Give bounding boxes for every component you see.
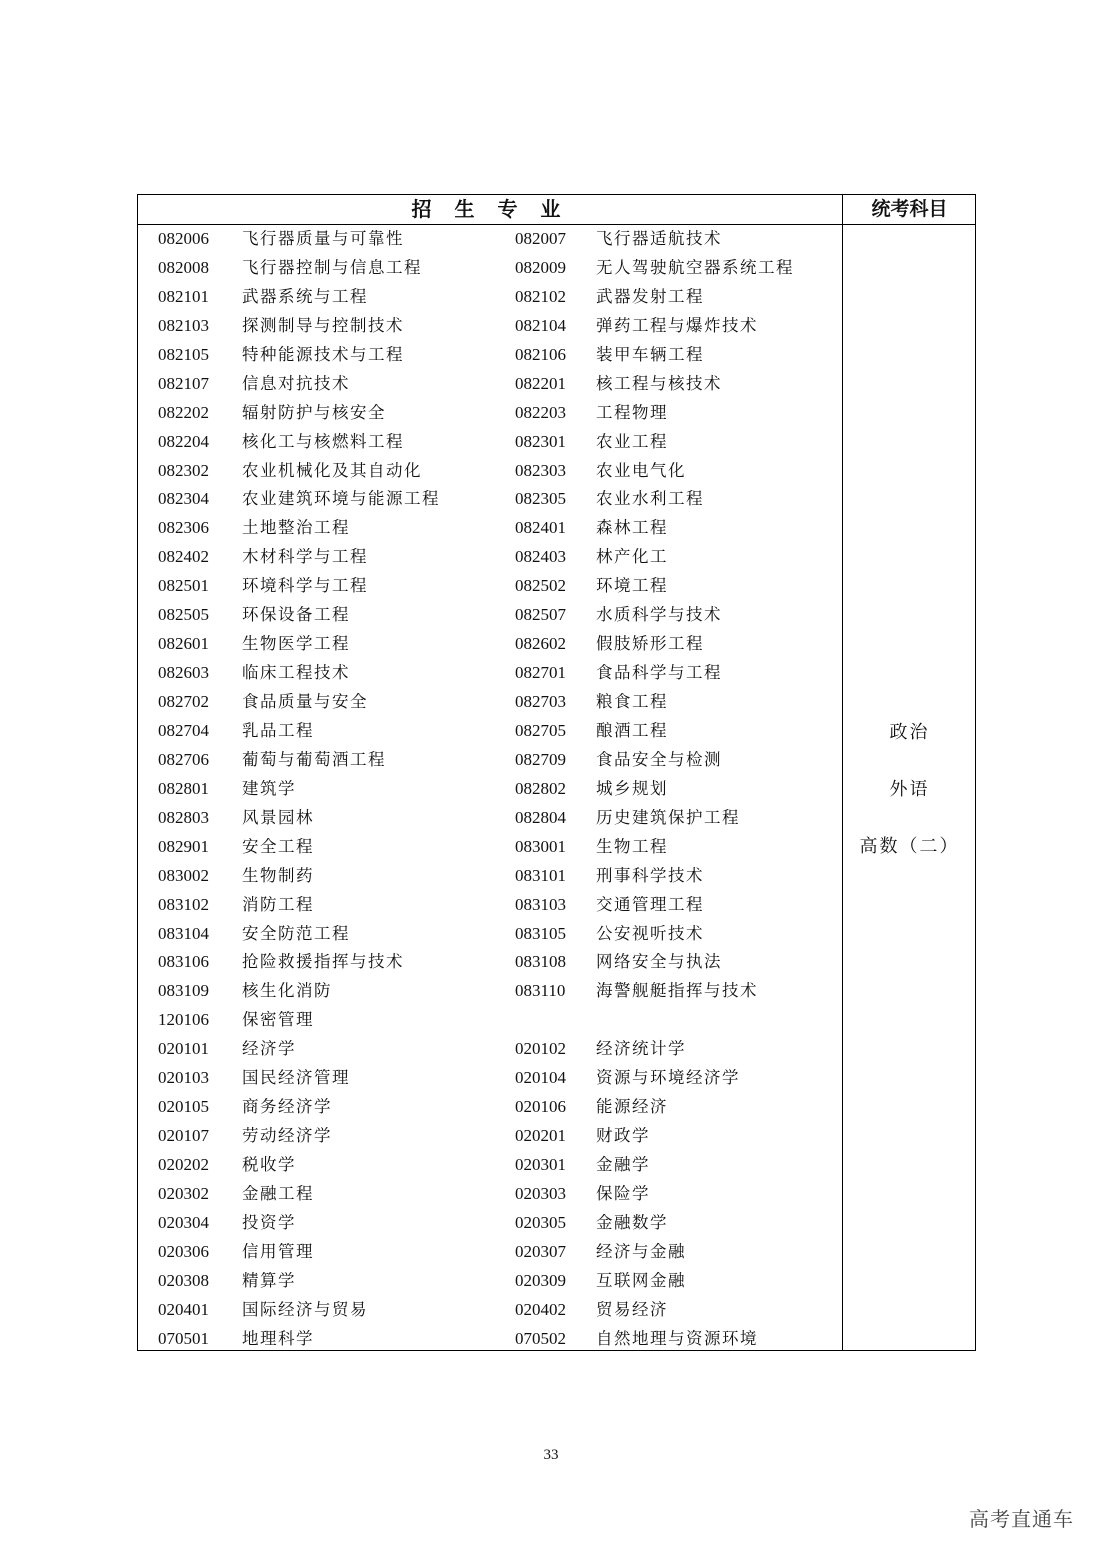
major-code: 070502: [515, 1328, 566, 1348]
major-code: 020303: [515, 1183, 566, 1203]
table-row: [138, 948, 842, 977]
major-name: 土地整治工程: [242, 518, 350, 538]
major-name: 特种能源技术与工程: [242, 344, 404, 364]
major-code: 082702: [158, 692, 209, 711]
major-name: 飞行器适航技术: [596, 229, 722, 248]
major-code: 082804: [515, 807, 566, 827]
major-name: 网络安全与执法: [596, 952, 722, 972]
table-row: [138, 804, 842, 833]
major-name: 贸易经济: [596, 1299, 668, 1319]
table-row: [138, 862, 842, 891]
major-name: 假肢矫形工程: [596, 634, 704, 654]
major-name: 公安视听技术: [596, 923, 704, 943]
major-code: 082202: [158, 402, 209, 422]
major-code: 082305: [515, 489, 566, 509]
major-code: 082101: [158, 286, 209, 306]
major-name: 武器发射工程: [596, 286, 704, 306]
table-row: [138, 341, 842, 370]
major-name: 无人驾驶航空器系统工程: [596, 257, 794, 277]
major-name: 自然地理与资源环境: [596, 1328, 758, 1348]
major-code: 082301: [515, 431, 566, 451]
major-code: 082203: [515, 402, 566, 422]
major-name: 核生化消防: [242, 981, 332, 1001]
major-name: 精算学: [242, 1270, 296, 1290]
major-name: 历史建筑保护工程: [596, 807, 740, 827]
major-code: 083109: [158, 981, 209, 1001]
major-code: 082801: [158, 778, 209, 798]
table-row: [138, 543, 842, 572]
major-name: 税收学: [242, 1155, 296, 1174]
major-code: 082802: [515, 778, 566, 798]
table-row: [138, 370, 842, 399]
major-code: 082201: [515, 373, 566, 393]
major-code: 083001: [515, 836, 566, 856]
major-code: 082103: [158, 315, 209, 335]
major-name: 经济统计学: [596, 1039, 686, 1059]
major-code: 020308: [158, 1270, 209, 1290]
exam-subject-math-2: 高数（二）: [859, 836, 960, 857]
major-code: 082507: [515, 605, 566, 625]
major-name: 环保设备工程: [242, 605, 350, 625]
major-name: 森林工程: [596, 518, 668, 538]
exam-subject-politics: 政治: [889, 722, 930, 743]
major-code: 083108: [515, 952, 566, 972]
major-code: 020103: [158, 1068, 209, 1088]
major-code: 020104: [515, 1068, 566, 1088]
major-code: 020309: [515, 1270, 566, 1290]
major-name: 信息对抗技术: [242, 373, 350, 393]
table-header: [138, 195, 975, 225]
major-name: 经济学: [242, 1039, 296, 1059]
major-code: 082402: [158, 547, 209, 567]
majors-column-header: 招 生 专 业: [411, 197, 569, 221]
major-name: 地理科学: [242, 1328, 314, 1348]
major-name: 互联网金融: [596, 1270, 686, 1290]
table-row: [138, 688, 842, 717]
table-row: [138, 225, 842, 254]
major-code: 082505: [158, 605, 209, 625]
major-name: 粮食工程: [596, 692, 668, 711]
major-name: 水质科学与技术: [596, 605, 722, 625]
major-name: 农业电气化: [596, 460, 686, 480]
major-code: 082704: [158, 720, 209, 740]
column-divider: [842, 195, 843, 1350]
major-code: 083103: [515, 894, 566, 914]
major-code: 082007: [515, 229, 566, 248]
major-code: 082304: [158, 489, 209, 509]
major-code: 020102: [515, 1039, 566, 1059]
major-code: 082709: [515, 749, 566, 769]
major-code: 120106: [158, 1010, 209, 1030]
major-name: 保密管理: [242, 1010, 314, 1030]
major-code: 083105: [515, 923, 566, 943]
major-name: 葡萄与葡萄酒工程: [242, 749, 386, 769]
table-row: [138, 428, 842, 457]
major-name: 国际经济与贸易: [242, 1299, 368, 1319]
major-name: 风景园林: [242, 807, 314, 827]
major-code: 082803: [158, 807, 209, 827]
table-row: [138, 1035, 842, 1064]
major-code: 082107: [158, 373, 209, 393]
major-name: 食品科学与工程: [596, 663, 722, 683]
major-code: 082303: [515, 460, 566, 480]
major-code: 083110: [515, 981, 566, 1001]
major-name: 能源经济: [596, 1097, 668, 1117]
table-row: [138, 977, 842, 1006]
table-row: [138, 1238, 842, 1267]
major-name: 生物制药: [242, 865, 314, 885]
table-row: [138, 920, 842, 949]
major-name: 工程物理: [596, 402, 668, 422]
major-name: 核工程与核技术: [596, 373, 722, 393]
major-name: 木材科学与工程: [242, 547, 368, 567]
major-code: 082302: [158, 460, 209, 480]
table-row: [138, 630, 842, 659]
major-code: 082403: [515, 547, 566, 567]
majors-list: [138, 225, 842, 1354]
table-row: [138, 1267, 842, 1296]
major-code: 020305: [515, 1212, 566, 1232]
major-code: 082105: [158, 344, 209, 364]
major-name: 辐射防护与核安全: [242, 402, 386, 422]
major-name: 交通管理工程: [596, 894, 704, 914]
major-name: 食品安全与检测: [596, 749, 722, 769]
major-code: 082601: [158, 634, 209, 654]
major-name: 农业机械化及其自动化: [242, 460, 422, 480]
table-row: [138, 1064, 842, 1093]
major-name: 飞行器质量与可靠性: [242, 229, 404, 248]
table-row: [138, 1296, 842, 1325]
major-code: 082008: [158, 257, 209, 277]
major-code: 082204: [158, 431, 209, 451]
major-name: 商务经济学: [242, 1097, 332, 1117]
major-code: 082006: [158, 229, 209, 248]
major-code: 082306: [158, 518, 209, 538]
table-row: [138, 485, 842, 514]
major-name: 信用管理: [242, 1241, 314, 1261]
table-row: [138, 1122, 842, 1151]
major-code: 020307: [515, 1241, 566, 1261]
watermark: 高考直通车: [969, 1507, 1074, 1531]
major-name: 劳动经济学: [242, 1126, 332, 1146]
table-row: [138, 283, 842, 312]
major-name: 安全工程: [242, 836, 314, 856]
table-row: [138, 1180, 842, 1209]
major-code: 082705: [515, 720, 566, 740]
table-row: [138, 1151, 842, 1180]
major-code: 020304: [158, 1212, 209, 1232]
major-code: 020106: [515, 1097, 566, 1117]
major-name: 刑事科学技术: [596, 865, 704, 885]
major-name: 装甲车辆工程: [596, 344, 704, 364]
major-name: 环境科学与工程: [242, 576, 368, 596]
major-name: 弹药工程与爆炸技术: [596, 315, 758, 335]
majors-table: [137, 194, 976, 1351]
major-name: 林产化工: [596, 547, 668, 567]
major-name: 抢险救援指挥与技术: [242, 952, 404, 972]
major-name: 经济与金融: [596, 1241, 686, 1261]
major-code: 082901: [158, 836, 209, 856]
major-name: 乳品工程: [242, 720, 314, 740]
table-row: [138, 833, 842, 862]
major-code: 020401: [158, 1299, 209, 1319]
table-row: [138, 659, 842, 688]
major-code: 082701: [515, 663, 566, 683]
major-code: 082706: [158, 749, 209, 769]
major-name: 金融数学: [596, 1212, 668, 1232]
major-code: 020301: [515, 1155, 566, 1174]
major-name: 探测制导与控制技术: [242, 315, 404, 335]
major-code: 020101: [158, 1039, 209, 1059]
major-name: 酿酒工程: [596, 720, 668, 740]
major-name: 农业建筑环境与能源工程: [242, 489, 440, 509]
major-code: 082602: [515, 634, 566, 654]
table-row: [138, 1006, 842, 1035]
major-code: 083101: [515, 865, 566, 885]
table-row: [138, 399, 842, 428]
table-row: [138, 457, 842, 486]
table-row: [138, 775, 842, 804]
table-row: [138, 601, 842, 630]
major-code: 082102: [515, 286, 566, 306]
table-row: [138, 312, 842, 341]
table-row: [138, 254, 842, 283]
major-name: 农业水利工程: [596, 489, 704, 509]
table-row: [138, 891, 842, 920]
major-code: 020105: [158, 1097, 209, 1117]
major-name: 金融学: [596, 1155, 650, 1174]
major-code: 020306: [158, 1241, 209, 1261]
exam-subject-foreign-language: 外语: [889, 779, 930, 800]
major-code: 083002: [158, 865, 209, 885]
major-name: 国民经济管理: [242, 1068, 350, 1088]
major-name: 消防工程: [242, 894, 314, 914]
major-name: 武器系统与工程: [242, 286, 368, 306]
table-row: [138, 514, 842, 543]
major-code: 070501: [158, 1328, 209, 1348]
major-code: 083102: [158, 894, 209, 914]
major-code: 020202: [158, 1155, 209, 1174]
major-name: 资源与环境经济学: [596, 1068, 740, 1088]
table-row: [138, 746, 842, 775]
major-name: 保险学: [596, 1183, 650, 1203]
major-name: 农业工程: [596, 431, 668, 451]
table-row: [138, 717, 842, 746]
major-code: 020402: [515, 1299, 566, 1319]
major-name: 环境工程: [596, 576, 668, 596]
major-name: 建筑学: [242, 778, 296, 798]
major-name: 城乡规划: [596, 778, 668, 798]
major-name: 安全防范工程: [242, 923, 350, 943]
table-row: [138, 1325, 842, 1354]
major-code: 082106: [515, 344, 566, 364]
table-row: [138, 1209, 842, 1238]
major-name: 金融工程: [242, 1183, 314, 1203]
major-name: 临床工程技术: [242, 663, 350, 683]
major-name: 食品质量与安全: [242, 692, 368, 711]
major-code: 020201: [515, 1126, 566, 1146]
major-name: 生物医学工程: [242, 634, 350, 654]
major-name: 核化工与核燃料工程: [242, 431, 404, 451]
major-code: 082104: [515, 315, 566, 335]
major-code: 082502: [515, 576, 566, 596]
major-code: 020107: [158, 1126, 209, 1146]
major-code: 082603: [158, 663, 209, 683]
major-name: 财政学: [596, 1126, 650, 1146]
major-name: 投资学: [242, 1212, 296, 1232]
major-name: 飞行器控制与信息工程: [242, 257, 422, 277]
major-code: 082009: [515, 257, 566, 277]
major-code: 082401: [515, 518, 566, 538]
major-code: 083104: [158, 923, 209, 943]
table-row: [138, 572, 842, 601]
major-code: 082703: [515, 692, 566, 711]
exam-subjects-column-header: 统考科目: [871, 198, 948, 220]
table-row: [138, 1093, 842, 1122]
major-code: 082501: [158, 576, 209, 596]
major-name: 海警舰艇指挥与技术: [596, 981, 758, 1001]
page-number: 33: [543, 1447, 559, 1463]
major-code: 020302: [158, 1183, 209, 1203]
major-name: 生物工程: [596, 836, 668, 856]
major-code: 083106: [158, 952, 209, 972]
